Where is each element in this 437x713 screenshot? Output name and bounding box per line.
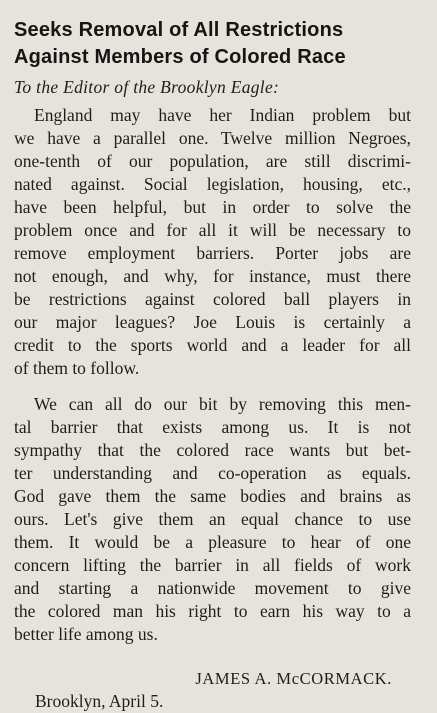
body-line: tal barrier that exists among us. It is not: [14, 417, 411, 437]
body-line: the colored man his right to earn his way to a: [14, 601, 411, 621]
body-line: and starting a nationwide movement to give: [14, 578, 411, 598]
dateline: Brooklyn, April 5.: [35, 691, 164, 711]
body-line: we have a parallel one. Twelve million Negroes,: [14, 128, 411, 148]
body-line: sympathy that the colored race wants but bet-: [14, 440, 411, 460]
headline-line-1: Seeks Removal of All Restrictions: [14, 19, 344, 41]
body-line: nated against. Social legislation, housing, etc.,: [14, 174, 411, 194]
salutation: To the Editor of the Brooklyn Eagle:: [14, 77, 280, 97]
headline-line-2: Against Members of Colored Race: [14, 46, 346, 68]
body-line: be restrictions against colored ball players in: [14, 289, 411, 309]
body-line: better life among us.: [14, 624, 158, 644]
body-line: have been helpful, but in order to solve the: [14, 197, 411, 217]
body-line: remove employment barriers. Porter jobs are: [14, 243, 411, 263]
signature: JAMES A. McCORMACK.: [195, 669, 392, 688]
body-line: concern lifting the barrier in all fields of work: [14, 555, 411, 575]
body-line: of them to follow.: [14, 358, 140, 378]
body-line: not enough, and why, for instance, must there: [14, 266, 411, 286]
body-line: England may have her Indian problem but: [34, 105, 411, 125]
body-line: problem once and for all it will be necessary to: [14, 220, 411, 240]
body-line: ours. Let's give them an equal chance to use: [14, 509, 411, 529]
body-line: credit to the sports world and a leader for all: [14, 335, 411, 355]
body-line: one-tenth of our population, are still discrimi-: [14, 151, 411, 171]
body-line: ter understanding and co-operation as equals.: [14, 463, 411, 483]
body-line: our major leagues? Joe Louis is certainly a: [14, 312, 411, 332]
body-line: We can all do our bit by removing this men-: [34, 394, 411, 414]
body-line: God gave them the same bodies and brains as: [14, 486, 411, 506]
body-line: them. It would be a pleasure to hear of one: [14, 532, 411, 552]
